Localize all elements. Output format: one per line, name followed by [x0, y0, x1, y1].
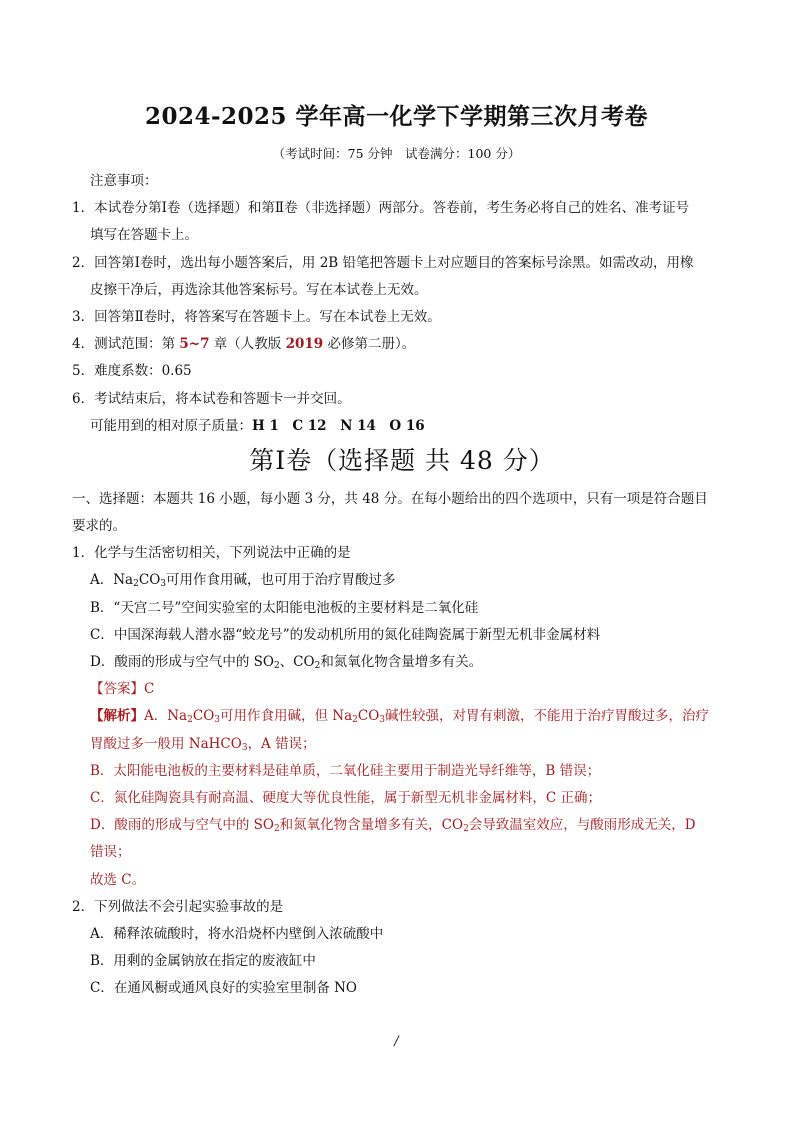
q1-a-text3: 可用作食用碱，也可用于治疗胃酸过多	[166, 572, 396, 589]
q1-d-sub: 2	[273, 661, 280, 671]
an1-s1: 2	[187, 715, 193, 726]
instructions-line-2: 要求的。	[72, 518, 126, 535]
exam-body	[72, 168, 732, 1002]
exam-title: 2024-2025 学年高一化学下学期第三次月考卷	[144, 103, 649, 130]
q1-analysis-2	[72, 731, 732, 758]
q2-option-b: B．用剩的金属钠放在指定的废液缸中	[90, 953, 316, 970]
q1-d-text3: 和氮氧化物含量增多有关。	[320, 654, 483, 670]
q1-analysis-1	[72, 703, 732, 730]
an1-b: CO	[192, 708, 215, 725]
q1-answer: 【答案】C	[90, 681, 155, 698]
note-4-mid: 章（人教版	[209, 336, 286, 353]
note-5: 5．难度系数：0.65	[72, 363, 192, 380]
q1-d-sub2: 2	[314, 661, 321, 671]
note-2-cont: 皮擦干净后，再选涂其他答案标号。写在本试卷上无效。	[90, 281, 428, 298]
q1-stem: 1．化学与生活密切相关，下列说法中正确的是	[72, 545, 351, 562]
an5-b: 和氮氧化物含量增多有关，CO	[279, 817, 464, 834]
note-1-cont: 填写在答题卡上。	[90, 227, 198, 244]
an5-s1: 2	[273, 824, 280, 835]
q2-stem: 2．下列做法不会引起实验事故的是	[72, 898, 284, 915]
q1-option-c: C．中国深海载人潜水器“蛟龙号”的发动机所用的氮化硅陶瓷属于新型无机非金属材料	[90, 626, 601, 643]
q1-conclusion: 故选 C。	[90, 871, 146, 888]
an1-e: 碱性较强，对胃有刺激，不能用于治疗胃酸过多，治疗	[385, 708, 710, 725]
an2-s1: 3	[241, 742, 248, 753]
notes-heading: 注意事项：	[90, 173, 158, 189]
note-2: 2．回答第Ⅰ卷时，选出每小题答案后，用 2B 铅笔把答题卡上对应题目的答案标号涂黑。如需改动，用橡	[72, 254, 694, 271]
an2-a: 胃酸过多一般用 NaHCO	[90, 735, 242, 752]
an1-s2: 3	[214, 715, 220, 726]
note-1: 1．本试卷分第Ⅰ卷（选择题）和第Ⅱ卷（非选择题）两部分。答卷前，考生务必将自己的姓名、准考证号	[72, 200, 690, 217]
an5-s2: 2	[463, 824, 469, 835]
section-title: 第Ⅰ卷（选择题 共 48 分）	[249, 445, 555, 475]
q1-option-d	[72, 649, 732, 676]
q1-analysis-5	[72, 812, 732, 839]
an1-s3: 2	[352, 715, 358, 726]
q1-option-b: B．“天宫二号”空间实验室的太阳能电池板的主要材料是二氧化硅	[90, 599, 479, 616]
q1-analysis-6: 错误；	[90, 844, 131, 861]
an1-d: CO	[357, 708, 380, 725]
q1-analysis-3: B．太阳能电池板的主要材料是硅单质，二氧化硅主要用于制造光导纤维等，B 错误；	[90, 762, 601, 779]
note-4-year: 2019	[285, 336, 324, 353]
q1-d-text2: 、CO	[279, 654, 315, 670]
atomic-masses-values: H 1 C 12 N 14 O 16	[252, 417, 425, 434]
note-4-chapters: 5~7	[179, 336, 210, 353]
q1-a-text2: CO	[138, 572, 161, 589]
note-6: 6．考试结束后，将本试卷和答题卡一并交回。	[72, 390, 351, 407]
q1-analysis-4: C．氮化硅陶瓷具有耐高温、硬度大等优良性能，属于新型无机非金属材料，C 正确；	[90, 789, 601, 806]
exam-subtitle: （考试时间：75 分钟 试卷满分：100 分）	[272, 146, 521, 161]
analysis-tag: 【解析】	[90, 708, 144, 725]
note-4-prefix: 4．测试范围：第	[72, 336, 180, 353]
q2-option-a: A．稀释浓硫酸时，将水沿烧杯内壁倒入浓硫酸中	[90, 925, 384, 942]
q1-a-sub: 2	[133, 579, 139, 590]
page-footer: /	[394, 1034, 399, 1049]
an1-s4: 3	[379, 715, 386, 726]
note-4-suffix: 必修第二册）。	[323, 336, 416, 353]
q2-option-c: C．在通风橱或通风良好的实验室里制备 NO	[90, 980, 358, 997]
q1-a-sub2: 3	[160, 579, 166, 590]
an1-c: 可用作食用碱，但 Na	[220, 708, 353, 725]
an5-a: D．酸雨的形成与空气中的 SO	[90, 817, 274, 834]
note-3: 3．回答第Ⅱ卷时，将答案写在答题卡上。写在本试卷上无效。	[72, 308, 441, 325]
an5-c: 会导致温室效应，与酸雨形成无关，D	[468, 817, 696, 834]
q1-a-text: A．Na	[90, 572, 134, 589]
q1-option-a	[72, 567, 732, 594]
an2-b: ，A 错误；	[247, 735, 316, 752]
atomic-masses-label: 可能用到的相对原子质量：	[90, 417, 252, 434]
note-4	[72, 331, 732, 358]
an1-a: A．Na	[144, 708, 188, 725]
q1-d-text: D．酸雨的形成与空气中的 SO	[90, 654, 274, 670]
instructions-line-1: 一、选择题：本题共 16 小题，每小题 3 分，共 48 分。在每小题给出的四个选项中，只有一项是符合题目	[72, 490, 708, 507]
